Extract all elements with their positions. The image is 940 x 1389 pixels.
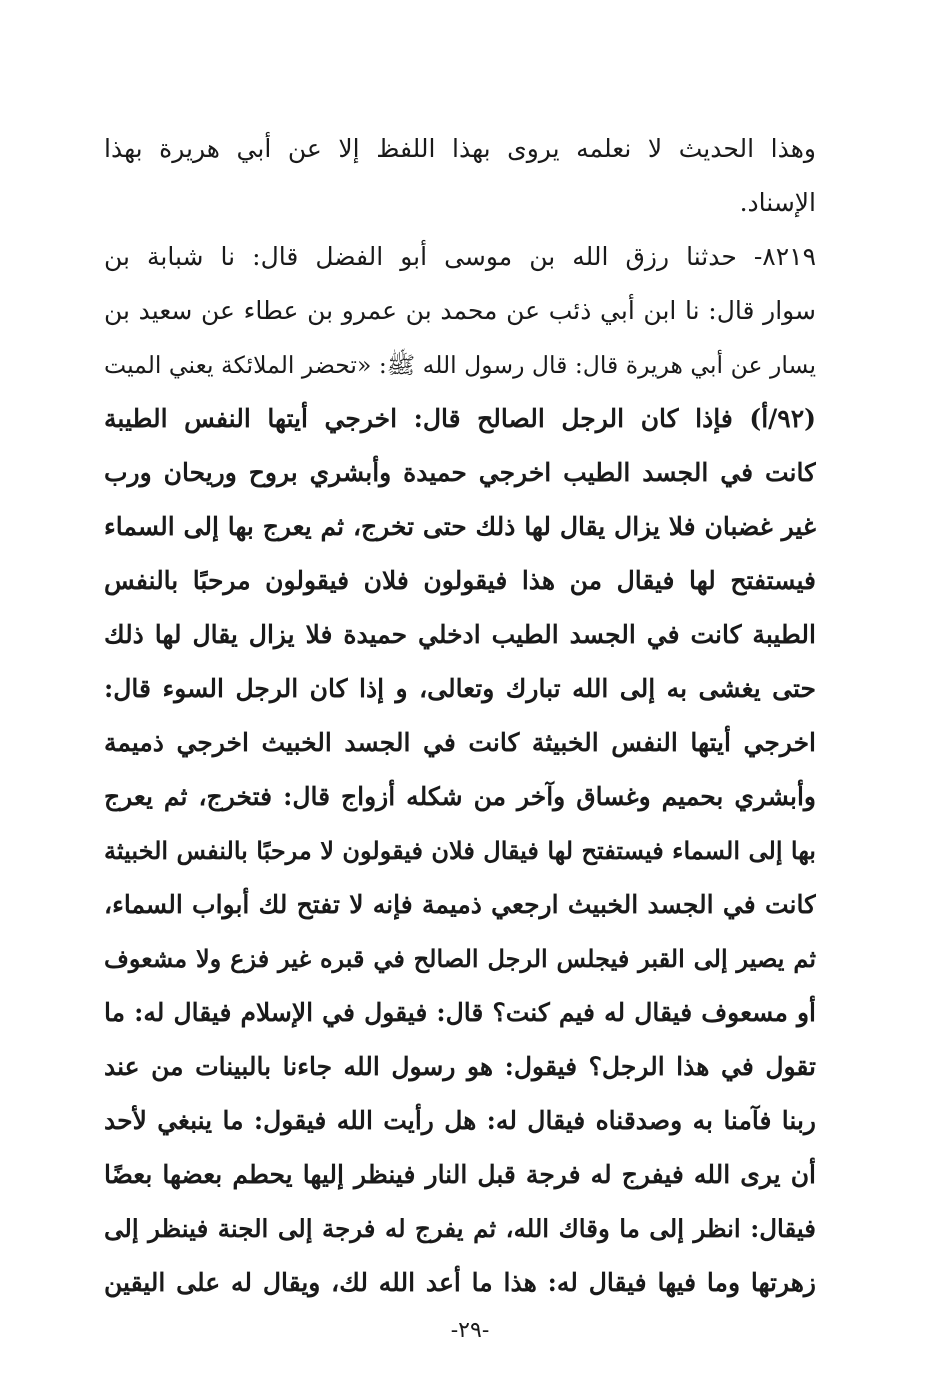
text-line: (٩٢/أ) فإذا كان الرجل الصالح قال: اخرجي أيتها النفس الطيبة <box>104 404 816 433</box>
text-line: يسار عن أبي هريرة قال: قال رسول الله ﷺ: «تحضر الملائكة يعني الميت <box>104 351 816 379</box>
text-line: بها إلى السماء فيستفتح لها فيقال فلان فيقولون لا مرحبًا بالنفس الخبيثة <box>104 836 816 865</box>
text-line: الإسناد. <box>739 188 816 217</box>
text-line: كانت في الجسد الطيب اخرجي حميدة وأبشري بروح وريحان ورب <box>104 458 816 487</box>
text-line: كانت في الجسد الخبيث ارجعي ذميمة فإنه لا تفتح لك أبواب السماء، <box>104 890 816 919</box>
text-line: أو مسعوف فيقال له فيم كنت؟ قال: فيقول في الإسلام فيقال له: ما <box>104 998 816 1027</box>
hadith-number-line: ٨٢١٩- حدثنا رزق الله بن موسى أبو الفضل قال: نا شبابة بن <box>104 242 816 271</box>
text-line: تقول في هذا الرجل؟ فيقول: هو رسول الله جاءنا بالبينات من عند <box>104 1052 816 1081</box>
text-line: فيستفتح لها فيقال من هذا فيقولون فلان فيقولون مرحبًا بالنفس <box>104 566 816 595</box>
text-line: سوار قال: نا ابن أبي ذئب عن محمد بن عمرو بن عطاء عن سعيد بن <box>104 296 816 325</box>
page-number: -٢٩- <box>450 1318 490 1343</box>
text-line: فيقال: انظر إلى ما وقاك الله، ثم يفرج له فرجة إلى الجنة فينظر إلى <box>104 1214 816 1243</box>
text-line: غير غضبان فلا يزال يقال لها ذلك حتى تخرج، ثم يعرج بها إلى السماء <box>104 512 816 541</box>
text-line: اخرجي أيتها النفس الخبيثة كانت في الجسد الخبيث اخرجي ذميمة <box>104 728 816 757</box>
text-line: زهرتها وما فيها فيقال له: هذا ما أعد الله لك، ويقال له على اليقين <box>104 1268 816 1297</box>
text-line: وهذا الحديث لا نعلمه يروى بهذا اللفظ إلا عن أبي هريرة بهذا <box>104 134 816 163</box>
body-text <box>104 122 816 1310</box>
text-line: ربنا فآمنا به وصدقناه فيقال له: هل رأيت الله فيقول: ما ينبغي لأحد <box>104 1106 816 1135</box>
text-line: ثم يصير إلى القبر فيجلس الرجل الصالح في قبره غير فزع ولا مشعوف <box>104 944 816 973</box>
text-line: أن يرى الله فيفرج له فرجة قبل النار فينظر إليها يحطم بعضها بعضًا <box>104 1160 816 1189</box>
text-line: حتى يغشى به إلى الله تبارك وتعالى، و إذا كان الرجل السوء قال: <box>104 674 816 703</box>
text-line: وأبشري بحميم وغساق وآخر من شكله أزواج قال: فتخرج، ثم يعرج <box>104 782 816 811</box>
text-line: الطيبة كانت في الجسد الطيب ادخلي حميدة فلا يزال يقال لها ذلك <box>104 620 816 649</box>
